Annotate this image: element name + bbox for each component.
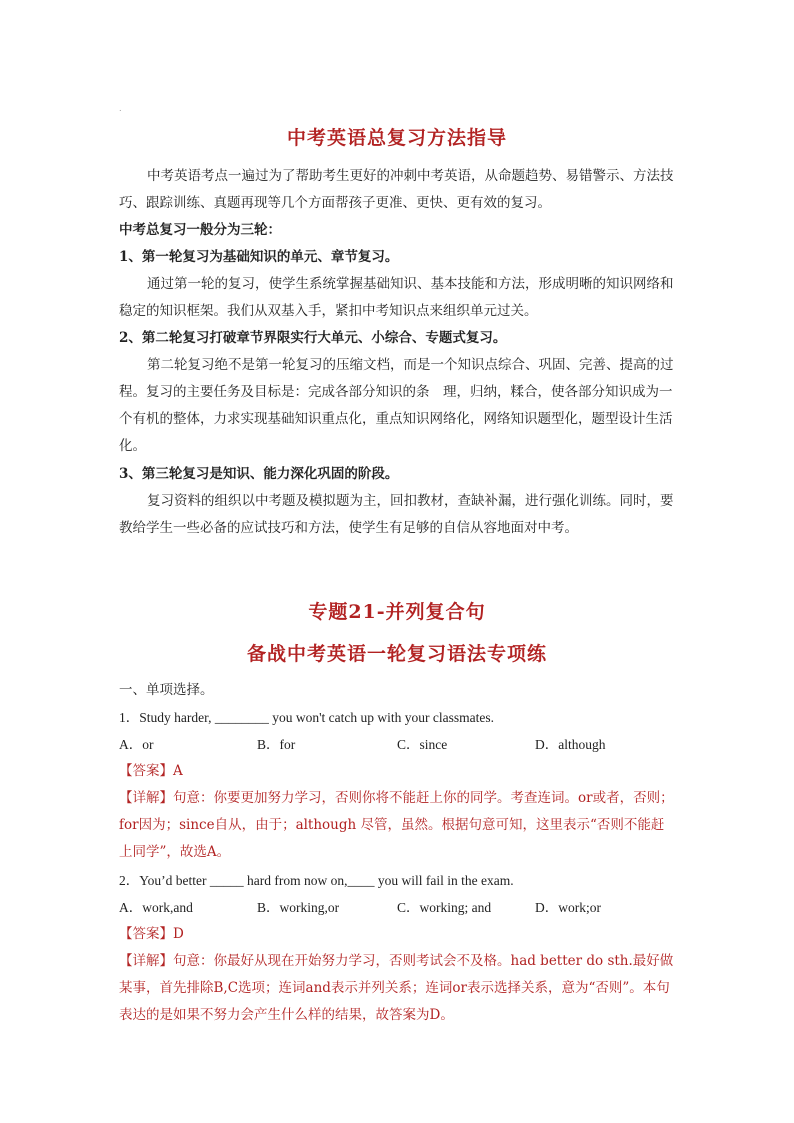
round3-heading: 3、第三轮复习是知识、能力深化巩固的阶段。 [119, 466, 399, 482]
q1-option-c: C．since [397, 737, 448, 752]
q2-option-a: A．work,and [119, 900, 193, 915]
round3-paragraph: 复习资料的组织以中考题及模拟题为主，回扣教材，查缺补漏，进行强化训练。同时，要教给学生一些必备的应试技巧和方法，使学生有足够的自信从容地面对中考。 [119, 493, 674, 536]
topic-title: 专题21-并列复合句 [308, 601, 486, 623]
answer-tag: 【答案】 [119, 763, 173, 779]
detail-tag: 【详解】 [119, 953, 173, 969]
question-2-stem: 2．You’d better _____ hard from now on,____ you will fail in the exam. [119, 873, 514, 888]
rounds-heading: 中考总复习一般分为三轮： [119, 222, 281, 238]
round1-paragraph: 通过第一轮的复习，使学生系统掌握基础知识、基本技能和方法，形成明晰的知识网络和稳定的知识框架。我们从双基入手，紧扣中考知识点来组织单元过关。 [119, 276, 674, 319]
question-1-stem: 1．Study harder, ________ you won't catch up with your classmates. [119, 710, 494, 725]
q1-option-a: A．or [119, 737, 154, 752]
question-2-answer [119, 921, 689, 948]
detail-text: 句意：你要更加努力学习，否则你将不能赶上你的同学。考查连词。or或者，否则；for因为；since自从，由于；although 尽管，虽然。根据句意可知，这里表示“否则不能赶上同学”，故选A。 [119, 790, 674, 860]
detail-text: 句意：你最好从现在开始努力学习，否则考试会不及格。had better do sth.最好做某事，首先排除B,C选项；连词and表示并列关系；连词or表示选择关系，意为“否则”。本句表达的是如果不努力会产生什么样的结果，故答案为D。 [119, 953, 674, 1023]
page-title: 中考英语总复习方法指导 [286, 127, 507, 149]
q2-option-d: D．work;or [535, 900, 601, 915]
question-1-answer [119, 758, 689, 785]
answer-value: D [173, 926, 184, 942]
corner-mark: . [119, 104, 122, 113]
answer-value: A [173, 763, 183, 779]
round2-paragraph: 第二轮复习绝不是第一轮复习的压缩文档，而是一个知识点综合、巩固、完善、提高的过程。复习的主要任务及目标是：完成各部分知识的条 理，归纳，糅合，使各部分知识成为一个有机的整体，力求实现基础知识重点化，重点知识网络化，网络知识题型化，题型设计生活化。 [119, 357, 674, 454]
q2-option-b: B．working,or [257, 900, 340, 915]
practice-title: 备战中考英语一轮复习语法专项练 [246, 643, 547, 665]
question-1-detail [119, 785, 674, 866]
q2-option-c: C．working; and [397, 900, 492, 915]
q1-option-d: D．although [535, 737, 606, 752]
round1-heading: 1、第一轮复习为基础知识的单元、章节复习。 [119, 249, 399, 265]
round2-heading: 2、第二轮复习打破章节界限实行大单元、小综合、专题式复习。 [119, 330, 507, 346]
intro-paragraph: 中考英语考点一遍过为了帮助考生更好的冲刺中考英语，从命题趋势、易错警示、方法技巧、跟踪训练、真题再现等几个方面帮孩子更准、更快、更有效的复习。 [119, 168, 674, 211]
question-2-detail [119, 948, 674, 1029]
section-heading: 一、单项选择。 [119, 682, 214, 698]
detail-tag: 【详解】 [119, 790, 173, 806]
answer-tag: 【答案】 [119, 926, 173, 942]
q1-option-b: B．for [257, 737, 296, 752]
